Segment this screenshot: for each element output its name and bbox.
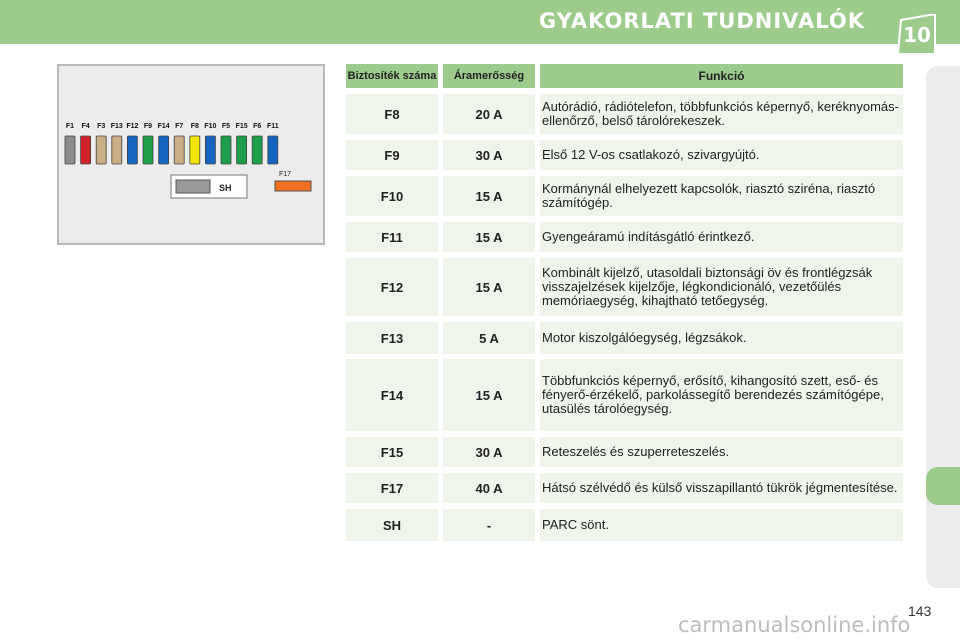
fuse-number: F13 [346, 322, 438, 354]
fuse-box-diagram [57, 64, 325, 245]
col-header-amperage: Áramerősség [443, 64, 535, 88]
fuse-f3 [96, 136, 106, 164]
fuse-label: F14 [157, 123, 170, 130]
fuse-label: F9 [143, 123, 153, 130]
amperage: 30 A [443, 437, 535, 467]
page-title: GYAKORLATI TUDNIVALÓK [538, 9, 865, 33]
fuse-label: F8 [190, 123, 199, 130]
fuse-label: F1 [65, 123, 75, 130]
table-row [346, 222, 903, 252]
fuse-function: Reteszelés és szuperreteszelés. [540, 437, 903, 467]
amperage: 40 A [443, 473, 535, 503]
fuse-f11 [268, 136, 278, 164]
fuse-f4 [81, 136, 91, 164]
fuse-f12 [127, 136, 137, 164]
fuse-label: F11 [266, 123, 279, 130]
table-row [346, 437, 903, 467]
fuse-label: F5 [221, 123, 231, 130]
side-strip [926, 66, 960, 588]
page-number: 143 [908, 603, 932, 619]
chapter-badge [898, 14, 938, 54]
table-row [346, 258, 903, 316]
fuse-f1 [65, 136, 75, 164]
fuse-function: Első 12 V-os csatlakozó, szivargyújtó. [540, 140, 903, 170]
fuse-f7 [174, 136, 184, 164]
fuse-label: F6 [253, 123, 262, 130]
fuse-f5 [221, 136, 231, 164]
fuse-number: F9 [346, 140, 438, 170]
fuse-function: PARC sönt. [540, 509, 903, 541]
fuse-label: F10 [204, 123, 217, 130]
table-row [346, 359, 903, 431]
col-header-fuse-number: Biztosíték száma [346, 64, 438, 88]
watermark: carmanualsonline.info [678, 613, 911, 637]
fuse-function: Többfunkciós képernyő, erősítő, kihangosító szett, eső- és fényerő-érzékelő, parkolássegítő berendezés számítógépe, utasülés tárolóegység. [540, 359, 903, 431]
table-row [346, 140, 903, 170]
chapter-number: 10 [903, 23, 931, 47]
amperage: 20 A [443, 94, 535, 134]
table-row [346, 94, 903, 134]
fuse-label: F13 [110, 123, 123, 130]
amperage: 15 A [443, 176, 535, 216]
amperage: 5 A [443, 322, 535, 354]
fuse-number: F12 [346, 258, 438, 316]
fuse-number: F11 [346, 222, 438, 252]
amperage: - [443, 509, 535, 541]
fuse-label: F4 [81, 123, 90, 130]
fuse-f14 [159, 136, 169, 164]
fuse-function: Hátsó szélvédő és külső visszapillantó tükrök jégmentesítése. [540, 473, 903, 503]
fuse-f13 [112, 136, 122, 164]
fuse-function: Kombinált kijelző, utasoldali biztonsági öv és frontlégzsák visszajelzések kijelzője, légkondicionáló, vezetőülés memóriaegység, kihajtható tetőegység. [540, 258, 903, 316]
amperage: 15 A [443, 222, 535, 252]
fuse-number: F17 [346, 473, 438, 503]
fuse-number: F10 [346, 176, 438, 216]
table-row [346, 473, 903, 503]
amperage: 15 A [443, 258, 535, 316]
fuse-f9 [143, 136, 153, 164]
amperage: 15 A [443, 359, 535, 431]
fuse-number: F15 [346, 437, 438, 467]
fuse-function: Gyengeáramú indításgátló érintkező. [540, 222, 903, 252]
sh-fuse [176, 180, 210, 193]
fuse-f10 [205, 136, 215, 164]
sh-label: SH [219, 183, 232, 193]
fuse-number: SH [346, 509, 438, 541]
chapter-tab[interactable] [926, 467, 960, 505]
header-bar [0, 0, 960, 44]
fuse-f15 [237, 136, 247, 164]
table-row [346, 322, 903, 354]
fuse-label: F3 [97, 123, 106, 130]
fuse-label: F15 [235, 123, 248, 130]
table-row [346, 509, 903, 541]
fuse-label: F12 [126, 123, 139, 130]
fuse-function: Kormánynál elhelyezett kapcsolók, riasztó sziréna, riasztó számítógép. [540, 176, 903, 216]
fuse-label: F7 [175, 123, 184, 130]
fuse-function: Motor kiszolgálóegység, légzsákok. [540, 322, 903, 354]
fuse-number: F14 [346, 359, 438, 431]
f17-fuse [275, 181, 311, 191]
fuse-f8 [190, 136, 200, 164]
fuse-svg [59, 66, 323, 243]
amperage: 30 A [443, 140, 535, 170]
col-header-function: Funkció [540, 64, 903, 88]
fuse-number: F8 [346, 94, 438, 134]
fuse-function: Autórádió, rádiótelefon, többfunkciós képernyő, keréknyomás-ellenőrző, belső tárolórekeszek. [540, 94, 903, 134]
f17-label: F17 [279, 171, 292, 178]
table-row [346, 176, 903, 216]
fuse-f6 [252, 136, 262, 164]
